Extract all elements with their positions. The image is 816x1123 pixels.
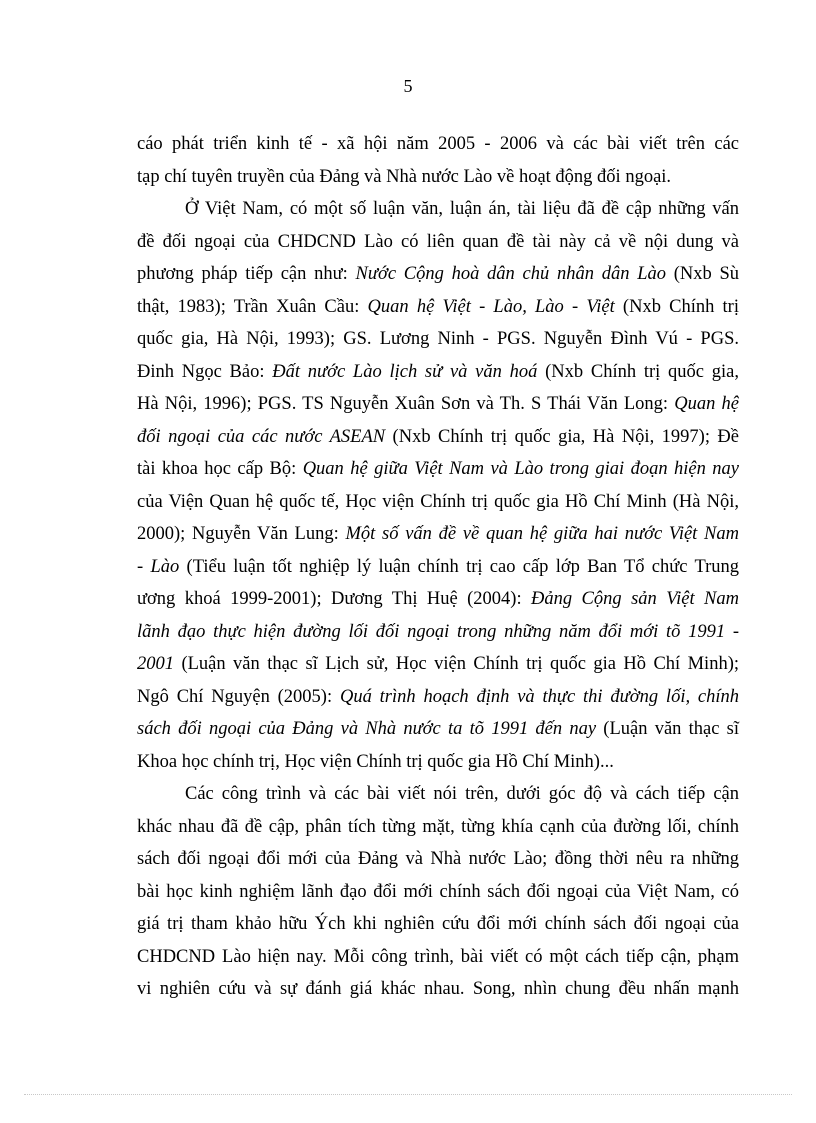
text-line <box>137 193 739 226</box>
text-line <box>137 453 739 486</box>
text-line <box>137 258 739 291</box>
text-line <box>137 811 739 844</box>
text-span: bài học kinh nghiệm lãnh đạo đổi mới chính sách đối ngoại của Việt Nam, có <box>137 881 739 902</box>
text-span: quốc gia, Hà Nội, 1993); GS. Lương Ninh - PGS. Nguyễn Đình Vú - PGS. <box>137 329 739 349</box>
text-span: Hà Nội, 1996); PGS. TS Nguyễn Xuân Sơn và Th. S Thái Văn Long: <box>137 394 675 414</box>
text-line <box>137 746 739 779</box>
italic-title: - Lào <box>137 556 180 577</box>
text-span: phương pháp tiếp cận như: <box>137 264 356 284</box>
text-line <box>137 843 739 876</box>
text-line <box>137 681 739 714</box>
text-line <box>137 583 739 616</box>
italic-title: Quan hệ <box>674 394 739 414</box>
text-line <box>137 648 739 681</box>
italic-title: Quá trình hoạch định và thực thi đường lối, chính <box>339 686 740 707</box>
text-span: giá trị tham khảo hữu Ých khi nghiên cứu đổi mới chính sách đối ngoại của <box>137 914 739 934</box>
text-span: 2000); Nguyễn Văn Lung: <box>137 524 346 544</box>
text-span: (Tiểu luận tốt nghiệp lý luận chính trị cao cấp lớp Ban Tổ chức Trung <box>179 556 740 577</box>
text-span: khác nhau đã đề cập, phân tích từng mặt, từng khía cạnh của đường lối, chính <box>137 816 739 837</box>
italic-title: Đảng Cộng sản Việt Nam <box>531 589 739 609</box>
text-span: (Nxb Chính trị <box>614 296 739 317</box>
text-span: (Luận văn thạc sĩ Lịch sử, Học viện Chính trị quốc gia Hồ Chí Minh); <box>174 654 739 674</box>
text-line <box>137 161 739 194</box>
text-span: vi nghiên cứu và sự đánh giá khác nhau. Song, nhìn chung đều nhấn mạnh <box>137 979 739 999</box>
text-span: Ngô Chí Nguyện (2005): <box>137 686 340 707</box>
text-line <box>137 421 739 454</box>
italic-title: Quan hệ giữa Việt Nam và Lào trong giai đoạn hiện nay <box>302 459 739 479</box>
text-line <box>137 518 739 551</box>
text-span: (Nxb Chính trị quốc gia, <box>537 361 739 382</box>
text-line <box>137 226 739 259</box>
italic-title: lãnh đạo thực hiện đường lối đối ngoại trong những năm đổi mới tõ 1991 - <box>137 621 739 642</box>
text-span: của Viện Quan hệ quốc tế, Học viện Chính trị quốc gia Hồ Chí Minh (Hà Nội, <box>137 491 739 512</box>
text-line <box>137 616 739 649</box>
text-span: thật, 1983); Trần Xuân Cầu: <box>137 296 368 317</box>
text-line <box>137 876 739 909</box>
italic-title: đối ngoại của các nước ASEAN <box>137 426 386 447</box>
text-span: CHDCND Lào hiện nay. Mỗi công trình, bài viết có một cách tiếp cận, phạm <box>137 946 739 967</box>
text-span: (Nxb Sù <box>665 264 740 284</box>
text-line <box>137 323 739 356</box>
text-line <box>137 128 739 161</box>
text-span: Các công trình và các bài viết nói trên, dưới góc độ và cách tiếp cận <box>185 784 739 804</box>
italic-title: 2001 <box>137 654 174 674</box>
text-span: (Luận văn thạc sĩ <box>596 719 739 739</box>
text-line <box>137 551 739 584</box>
italic-title: Nước Cộng hoà dân chủ nhân dân Lào <box>355 264 666 284</box>
text-span: Đinh Ngọc Bảo: <box>137 361 273 382</box>
text-line <box>137 941 739 974</box>
text-span: (Nxb Chính trị quốc gia, Hà Nội, 1997); Đề <box>385 426 739 447</box>
text-line <box>137 291 739 324</box>
text-body <box>137 128 739 1006</box>
text-span: đề đối ngoại của CHDCND Lào có liên quan đề tài này cả về nội dung và <box>137 231 739 252</box>
text-line <box>137 908 739 941</box>
text-span: Khoa học chính trị, Học viện Chính trị quốc gia Hồ Chí Minh)... <box>137 751 614 772</box>
italic-title: Một số vấn đề về quan hệ giữa hai nước Việt Nam <box>345 524 739 544</box>
text-line <box>137 778 739 811</box>
text-line <box>137 388 739 421</box>
italic-title: Quan hệ Việt - Lào, Lào - Việt <box>367 296 615 317</box>
text-line <box>137 973 739 1006</box>
page-bottom-divider <box>24 1094 792 1095</box>
text-span: tạp chí tuyên truyền của Đảng và Nhà nước Lào về hoạt động đối ngoại. <box>137 166 672 187</box>
text-span: cáo phát triển kinh tế - xã hội năm 2005 - 2006 và các bài viết trên các <box>137 134 739 154</box>
italic-title: sách đối ngoại của Đảng và Nhà nước ta tõ 1991 đến nay <box>137 719 597 739</box>
text-line <box>137 713 739 746</box>
text-span: ương khoá 1999-2001); Dương Thị Huệ (2004): <box>137 589 532 609</box>
text-span: sách đối ngoại đổi mới của Đảng và Nhà nước Lào; đồng thời nêu ra những <box>137 849 739 869</box>
italic-title: Đất nước Lào lịch sử và văn hoá <box>272 361 538 382</box>
text-line <box>137 486 739 519</box>
text-span: tài khoa học cấp Bộ: <box>137 459 303 479</box>
page-number: 5 <box>403 76 413 96</box>
text-line <box>137 356 739 389</box>
text-span: Ở Việt Nam, có một số luận văn, luận án, tài liệu đã đề cập những vấn <box>185 199 739 219</box>
